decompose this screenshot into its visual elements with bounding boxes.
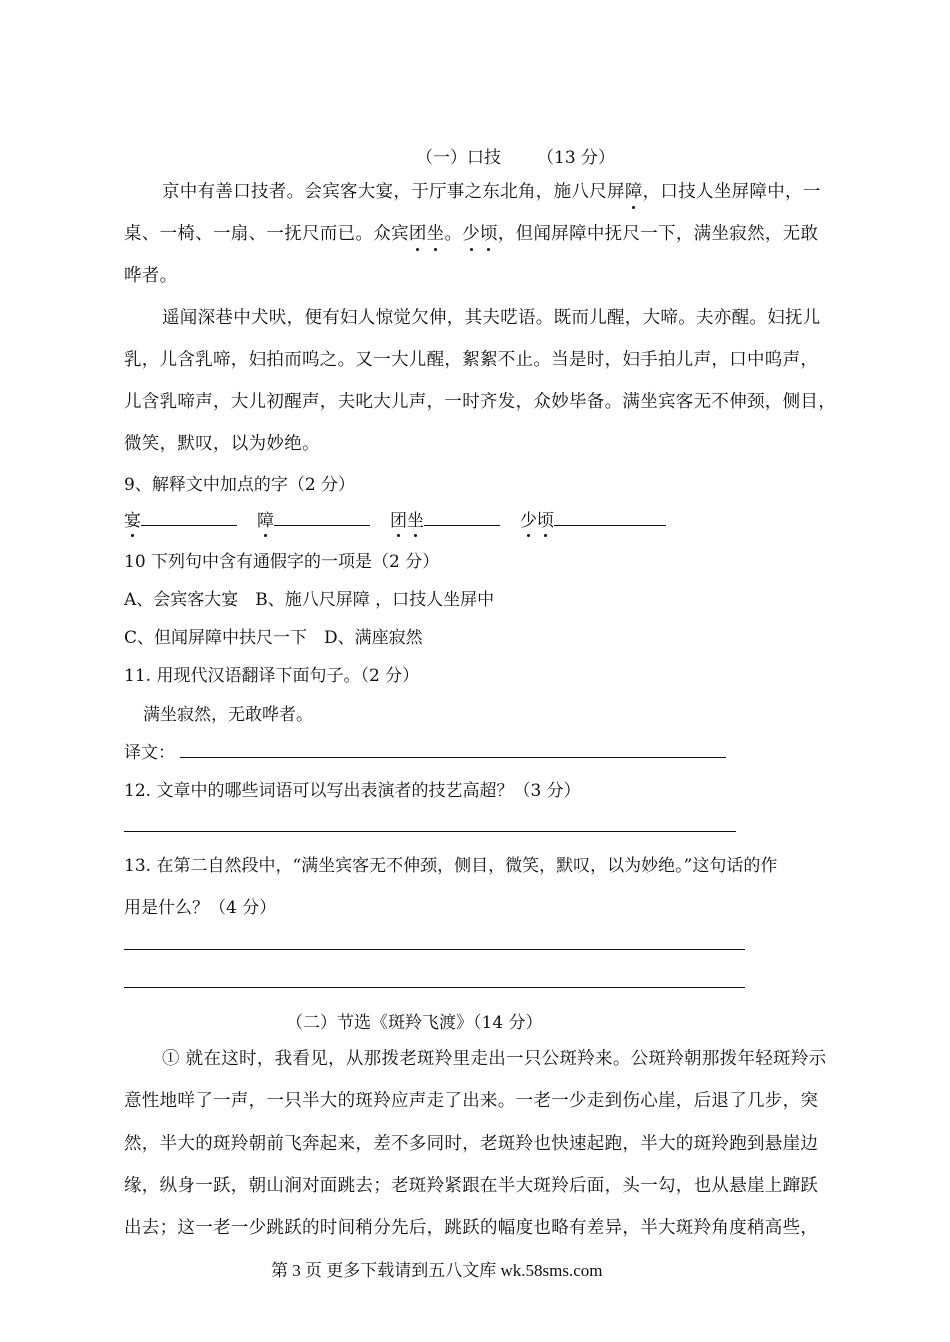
text-span: ，但闻屏障中抚尺一下，满坐寂然，无敢: [497, 224, 819, 244]
q9-blank-4[interactable]: [554, 509, 666, 526]
q9-blank-1[interactable]: [141, 509, 237, 526]
text-span: ，口技人坐屏障中，一: [642, 182, 821, 202]
passage3-line: 出去；这一老一少跳跃的时间稍分先后，跳跃的幅度也略有差异，半大斑羚角度稍高些，: [124, 1218, 819, 1238]
dotted-char: 少: [462, 220, 480, 245]
section2-title: （二）节选《斑羚飞渡》（14 分）: [286, 1013, 543, 1033]
q11-answer-label: 译文：: [124, 743, 175, 763]
passage1-line: 哗者。: [124, 266, 178, 286]
q13-answer-line-2[interactable]: [124, 987, 745, 988]
section1-score: （13 分）: [537, 148, 616, 168]
dotted-char: 团: [390, 506, 407, 531]
passage3-line: 缘，纵身一跃，朝山涧对面跳去；老斑羚紧跟在半大斑羚后面，头一勾，也从悬崖上蹿跃: [124, 1176, 819, 1196]
q9-prompt: 9、解释文中加点的字（2 分）: [124, 475, 356, 495]
dotted-char: 顷: [480, 220, 498, 245]
passage2-line: 乳，儿含乳啼，妇拍而呜之。又一大儿醒，絮絮不止。当是时，妇手拍儿声，口中呜声，: [124, 350, 819, 370]
dotted-char: 障: [625, 178, 643, 203]
q12-prompt: 12. 文章中的哪些词语可以写出表演者的技艺高超？（3 分）: [124, 781, 581, 801]
passage3-line: 然，半大的斑羚朝前飞奔起来，差不多同时，老斑羚也快速起跑，半大的斑羚跑到悬崖边: [124, 1134, 819, 1154]
q10-prompt: 10 下列句中含有通假字的一项是（2 分）: [124, 552, 440, 572]
q12-answer-line[interactable]: [124, 831, 736, 832]
passage2-line: 微笑，默叹，以为妙绝。: [124, 434, 320, 454]
dotted-char: 坐: [427, 220, 445, 245]
q11-sentence: 满坐寂然，无敢哗者。: [143, 705, 313, 725]
text-span: 。: [444, 224, 463, 244]
text-span: 桌、一椅、一扇、一抚尺而已。众宾: [124, 224, 409, 244]
dotted-char: 宴: [124, 506, 141, 531]
q10-options-cd: C、但闻屏障中扶尺一下 D、满座寂然: [124, 628, 423, 648]
q11-answer-line[interactable]: [180, 757, 726, 758]
passage2-line: 遥闻深巷中犬吠，便有妇人惊觉欠伸，其夫呓语。既而儿醒，大啼。夫亦醒。妇抚儿: [162, 308, 821, 328]
text-span: 京中有善口技者。会宾客大宴，于厅事之东北角，施八尺屏: [162, 182, 625, 202]
q9-fill-row: [124, 506, 666, 531]
q13-answer-line-1[interactable]: [124, 949, 745, 950]
section1-heading: [416, 143, 615, 168]
dotted-char: 障: [257, 506, 274, 531]
passage2-line: 儿含乳啼声，大儿初醒声，夫叱大儿声，一时齐发，众妙毕备。满坐宾客无不伸颈，侧目，: [124, 392, 836, 412]
dotted-char: 少: [520, 506, 537, 531]
dotted-char: 团: [409, 220, 427, 245]
page-footer: 第 3 页 更多下载请到五八文库 wk.58sms.com: [271, 1261, 603, 1280]
passage1-line: [162, 178, 821, 203]
dotted-char: 顷: [537, 506, 554, 531]
q10-options-ab: A、会宾客大宴 B、施八尺屏障 ，口技人坐屏中: [124, 590, 495, 610]
q9-blank-2[interactable]: [274, 509, 370, 526]
passage3-line: ① 就在这时，我看见，从那拨老斑羚里走出一只公斑羚来。公斑羚朝那拨年轻斑羚示: [162, 1049, 827, 1069]
q9-blank-3[interactable]: [424, 509, 500, 526]
passage1-line: [124, 220, 818, 245]
q11-prompt: 11. 用现代汉语翻译下面句子。（2 分）: [124, 666, 420, 686]
dotted-char: 坐: [407, 506, 424, 531]
section1-title: （一）口技: [416, 148, 501, 168]
passage3-line: 意性地咩了一声，一只半大的斑羚应声走了出来。一老一少走到伤心崖，后退了几步，突: [124, 1091, 819, 1111]
q13-prompt-line2: 用是什么？（4 分）: [124, 898, 277, 918]
q13-prompt-line1: 13. 在第二自然段中，“满坐宾客无不伸颈，侧目，微笑，默叹，以为妙绝。”这句话的作: [124, 856, 778, 876]
